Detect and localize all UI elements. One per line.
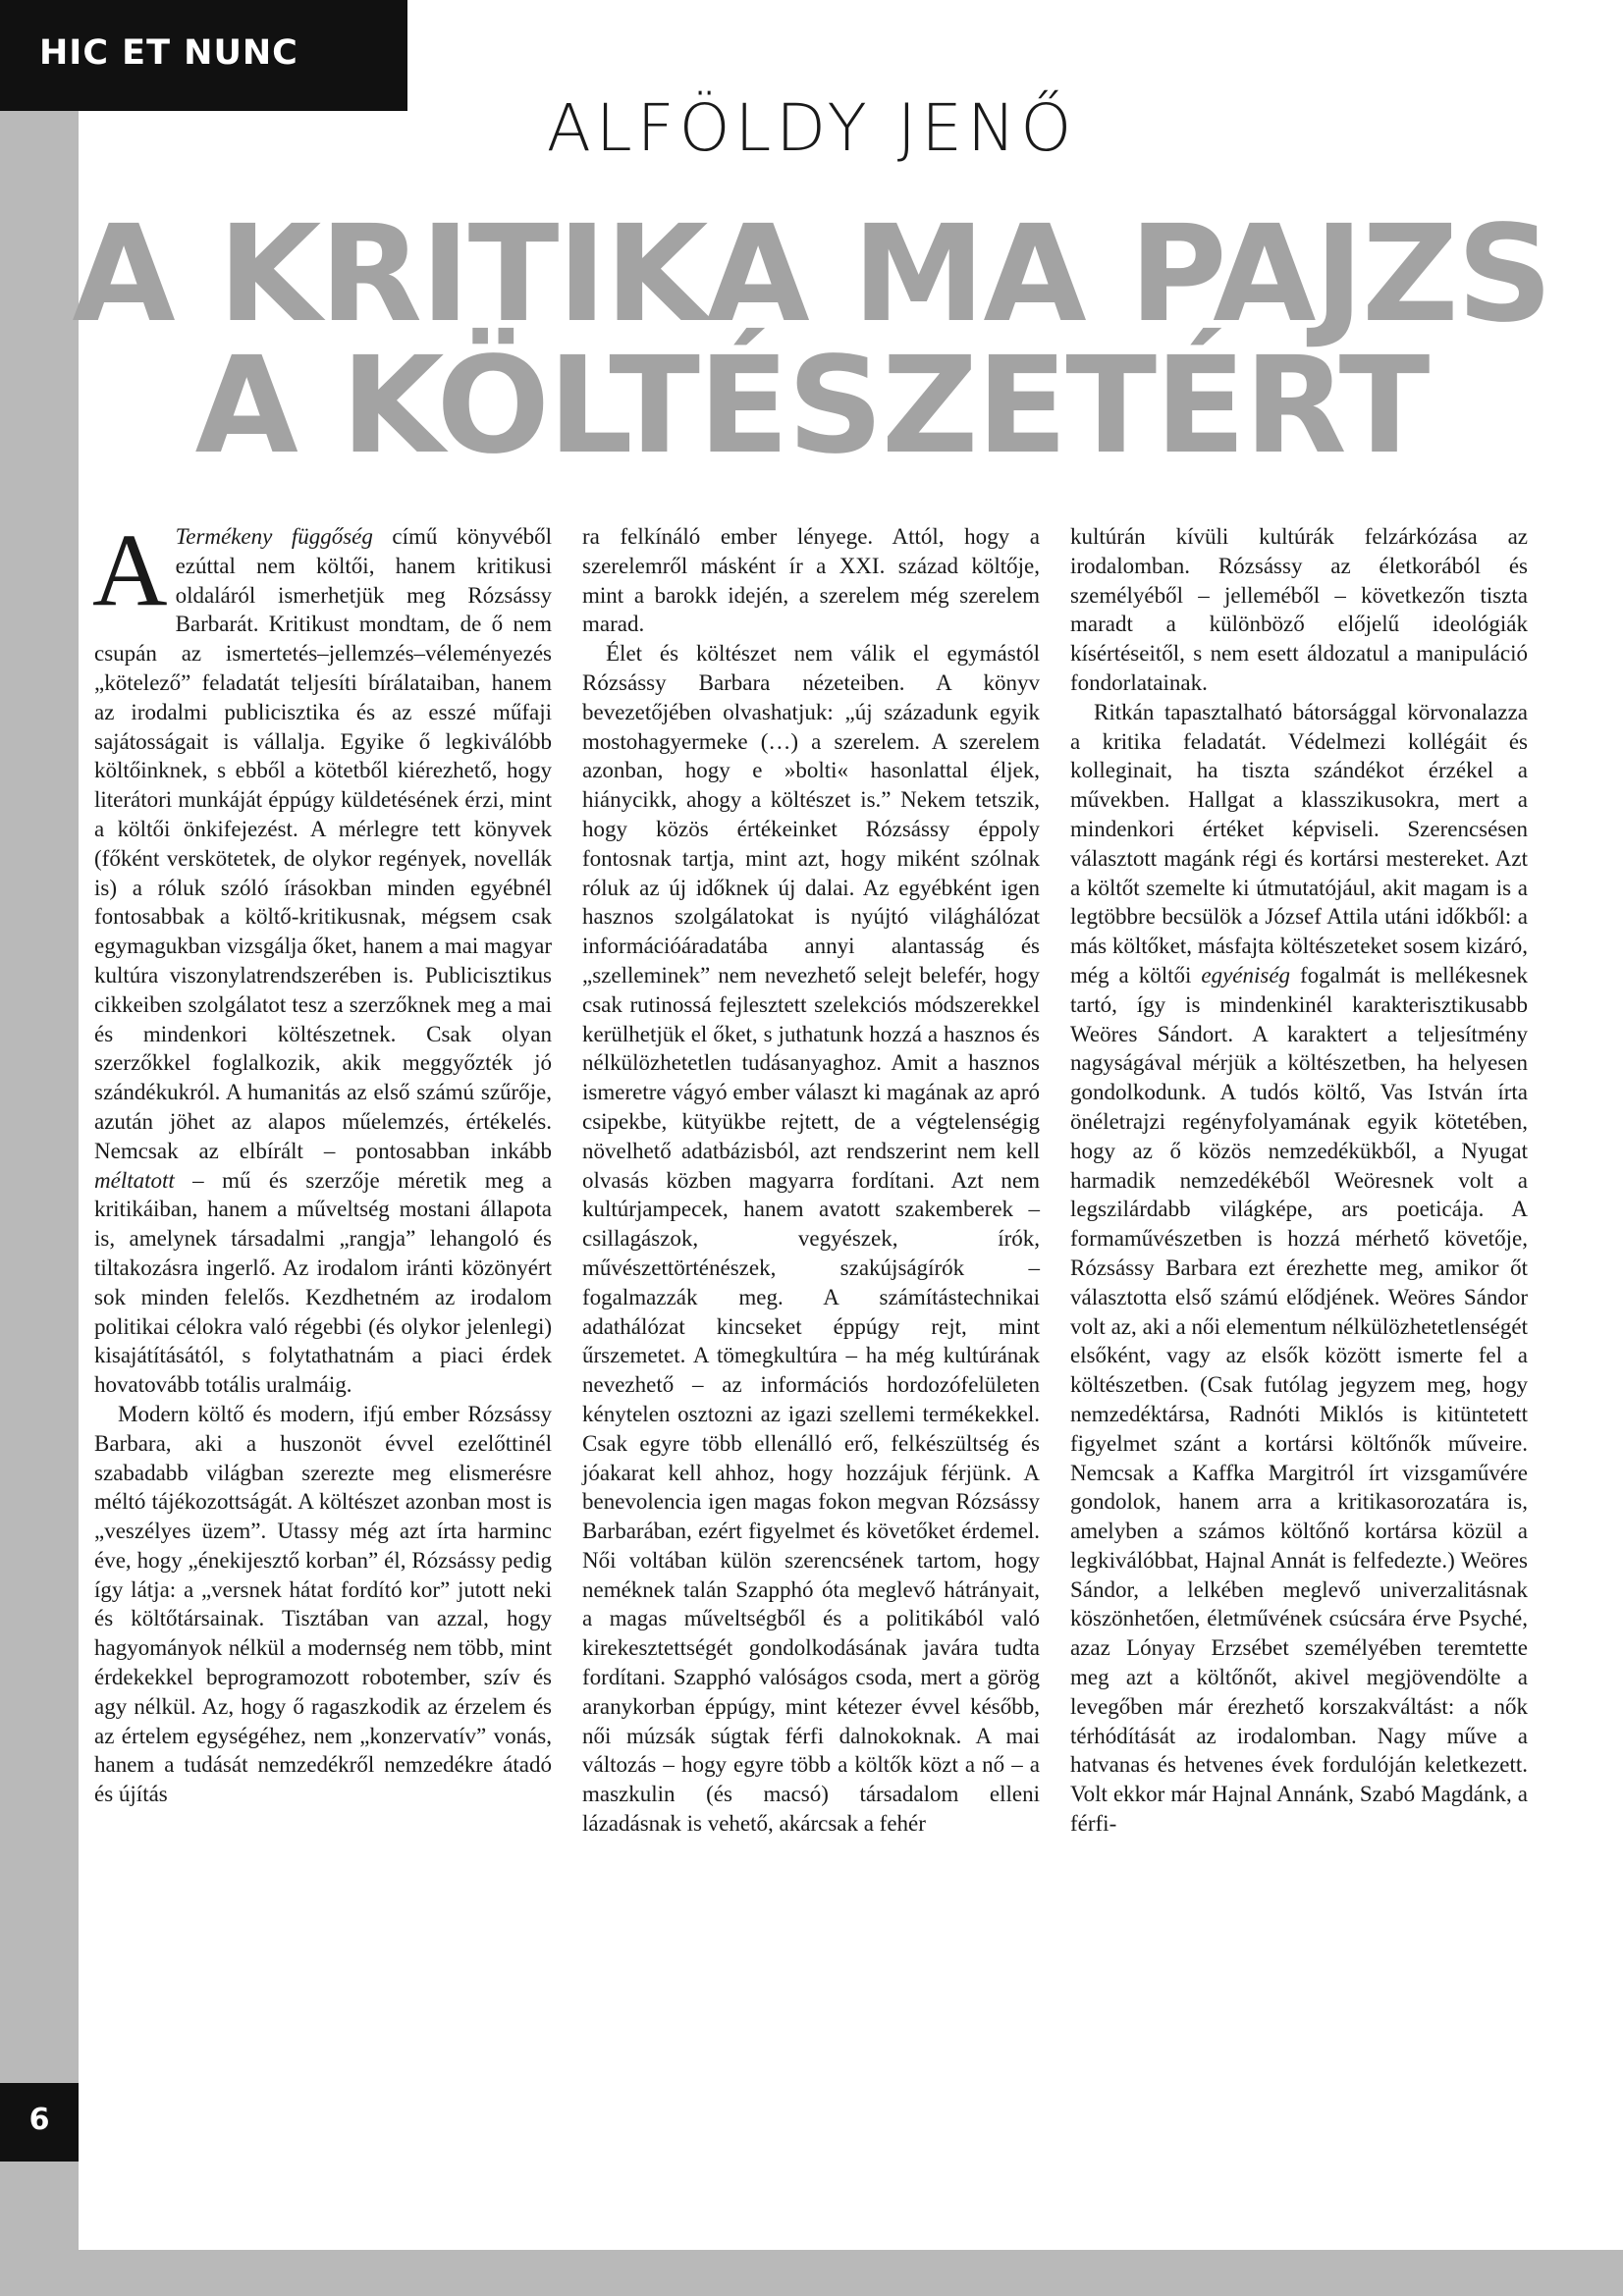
paragraph: Élet és költészet nem válik el egymástól Rózsássy Barbara nézeteiben. A könyv bevezetőjében olvashatjuk: „új századunk egyik mostohagyermeke (…) a szerelem. A szerelem azonban, hogy e »bolti« hasonlattal éljek, hiánycikk, ahogy a költészet is.” Nekem tetszik, hogy közös értékeinket Rózsássy éppoly fontosnak tartja, mint azt, hogy miként szólnak róluk az új időknek új dalai. Az egyébként igen hasznos szolgálatokat is nyújtó világhálózat információáradatába annyi alantasság és „szelleminek” nem nevezhető selejt belefér, hogy csak rutinossá fejlesztett szelekciós módszerekkel kerülhetjük el őket, s juthatunk hozzá a hasznos és nélkülözhetetlen tudásanyaghoz. Amit a hasznos ismeretre vágyó ember választ ki magának az apró csipekbe, kütyükbe rejtett, de a végtelenségig növelhető adatbázisból, azt rendszerint nem kell olvasás közben magyarra fordítani. Azt nem kultúrjampecek, hanem avatott szakemberek – csillagászok, vegyészek, írók, művészettörténészek, szakújságírók – fogalmazzák meg. A számítástechnikai adathálózat kincseket éppúgy rejt, mint űrszemetet. A tömegkultúra – ha még kultúrának nevezhető – az információs hordozófelületen kénytelen osztozni az igazi szellemi termékekkel. Csak egyre több ellenálló erő, felkészültség és jóakarat kell ahhoz, hogy hozzájuk férjünk. A benevolencia igen magas fokon megvan Rózsássy Barbarában, ezért figyelmet és követőket érdemel. Női voltában külön szerencsének tartom, hogy neméknek talán Szapphó óta meglevő hátrányait, a magas műveltségből és a politikából való kirekesztettségét gondolkodásának javára tudta fordítani. Szapphó valóságos csoda, mert a görög aranykorban éppúgy, mint kétezer évvel később, női múzsák súgtak férfi dalnokoknak. A mai változás – hogy egyre több a költők közt a nő – a maszkulin (és macsó) társadalom elleni lázadásnak is vehető, akárcsak a fehér [582, 641, 1040, 1837]
text-column-1 [92, 512, 552, 1809]
title-line-1: A KRITIKA MA PAJZS [72, 197, 1551, 352]
book-title: Termékeny függőség [175, 524, 373, 549]
text-column-3 [1070, 522, 1528, 1839]
text-column-2 [582, 522, 1040, 1839]
author-name: ALFÖLDY JENŐ [546, 90, 1077, 166]
drop-cap: A [92, 512, 168, 627]
paragraph: Modern költő és modern, ifjú ember Rózsássy Barbara, aki a huszonöt évvel ezelőttinél szabadabb világban szerezte meg elismerésre méltó tájékozottságát. A költészet azonban most is „veszélyes üzem”. Utassy még azt írta harminc éve, hogy „énekijesztő korban” él, Rózsássy pedig így látja: a „versnek hátat fordító kor” jutott neki és költőtársainak. Tisztában van azzal, hogy hagyományok nélkül a modernség nem több, mint érdekekkel beprogramozott robotember, szív és agy nélkül. Az, hogy ő ragaszkodik az érzelem és az értelem egységéhez, nem „konzervatív” vonás, hanem a tudását nemzedékről nemzedékre átadó és újítás [94, 1401, 552, 1807]
paragraph: kultúrán kívüli kultúrák felzárkózása az irodalomban. Rózsássy az életkorából és személyéből – jelleméből – következőn tiszta maradt a különböző előjelű ideológiák kísértéseitől, s nem esett áldozatul a manipuláció fondorlatainak. [1070, 524, 1528, 695]
section-label: HIC ET NUNC [39, 33, 298, 73]
paragraph: Ritkán tapasztalható bátorsággal körvonalazza a kritika feladatát. Védelmezi kollégáit és kolleginait, ha tiszta szándékot érzékel a művekben. Hallgat a klasszikusokra, mert a mindenkori értéket képviseli. Szerencsésen választott magánk régi és kortársi mestereket. Azt a költőt szemelte ki útmutatójául, akit magam is a legtöbbre becsülök a József Attila utáni időkből: a más költőket, másfajta költészeteket sosem kizáró, még a költői egyéniség fogalmát is mellékesnek tartó, így is mindenkinél karakterisztikusabb Weöres Sándort. A karaktert a teljesítmény nagyságával mérjük a költészetben, ha helyesen gondolkodunk. A tudós költő, Vas István írta önéletrajzi regényfolyamának egyik kötetében, hogy az ő közös nemzedékükből, a Nyugat harmadik nemzedékéből Weöresnek volt a legszilárdabb világképe, ars poeticája. A formaművészetben is hozzá mérhető követője, Rózsássy Barbara ezt érezhette meg, amikor őt választotta első számú elődjének. Weöres Sándor volt az, aki a női elementum nélkülözhetetlenségét elsőként, vagy az elsők között ismerte fel a költészetben. (Csak futólag jegyzem meg, hogy nemzedéktársa, Radnóti Miklós is kitüntetett figyelmet szánt a kortársi költőnők műveire. Nemcsak a Kaffka Margitról írt vizsgaművére gondolok, hanem arra a kritikasorozatára is, amelyben a számos költőnő kortársa közül a legkiválóbbat, Hajnal Annát is felfedezte.) Weöres Sándor, a lelkében meglevő univerzalitásnak köszönhetően, életművének csúcsára érve Psyché, azaz Lónyay Erzsébet személyében teremtette meg azt a költőnőt, akivel megjövendölte a levegőben már érezhető korszakváltást: a nők térhódítását az irodalomban. Nagy műve a hatvanas és hetvenes évek fordulóján keletkezett. Volt ekkor már Hajnal Annánk, Szabó Magdánk, a férfi- [1070, 699, 1528, 1837]
paragraph: A Termékeny függőség című könyvéből ezúttal nem költői, hanem kritikusi oldaláról ismerhetjük meg Rózsássy Barbarát. Kritikust mondtam, de ő nem csupán az ismertetés–jellemzés–véleményezés „kötelező” feladatát teljesíti bírálataiban, hanem az irodalmi publicisztika és az esszé műfaji sajátosságait is vállalja. Egyike ő legkiválóbb költőinknek, s ebből a kötetből kiérezhető, hogy literátori munkáját éppúgy küldetésének érzi, mint a költői önkifejezést. A mérlegre tett könyvek (főként verskötetek, de olykor regények, novellák is) a róluk szóló írásokban minden egyébnél fontosabbak a költő-kritikusnak, mégsem csak egymagukban vizsgálja őket, hanem a mai magyar kultúra viszonylatrendszerében is. Publicisztikus cikkeiben szolgálatot tesz a szerzőknek meg a mai és mindenkori költészetnek. Csak olyan szerzőkkel foglalkozik, akik meggyőzték jó szándékukról. A humanitás az első számú szűrője, azután jöhet az alapos műelemzés, értékelés. Nemcsak az elbírált – pontosabban inkább méltatott – mű és szerzője méretik meg a kritikáiban, hanem a műveltség mostani állapota is, amelynek társadalmi „rangja” lehangoló és tiltakozásra ingerlő. Az irodalom iránti közönyért sok minden felelős. Kezdhetném az irodalom politikai célokra való régebbi (és olykor jelenlegi) kisajátításától, s folytathatnám a piaci érdek hovatovább totális uralmáig. [92, 512, 552, 1398]
title-line-2: A KÖLTÉSZETÉRT [194, 329, 1429, 484]
page-number-box [0, 2083, 79, 2162]
paragraph: ra felkínáló ember lényege. Attól, hogy a szerelemről másként ír a XXI. század költője, mint a barokk idején, a szerelem még szerelem marad. [582, 524, 1040, 637]
page-number: 6 [28, 2103, 50, 2137]
